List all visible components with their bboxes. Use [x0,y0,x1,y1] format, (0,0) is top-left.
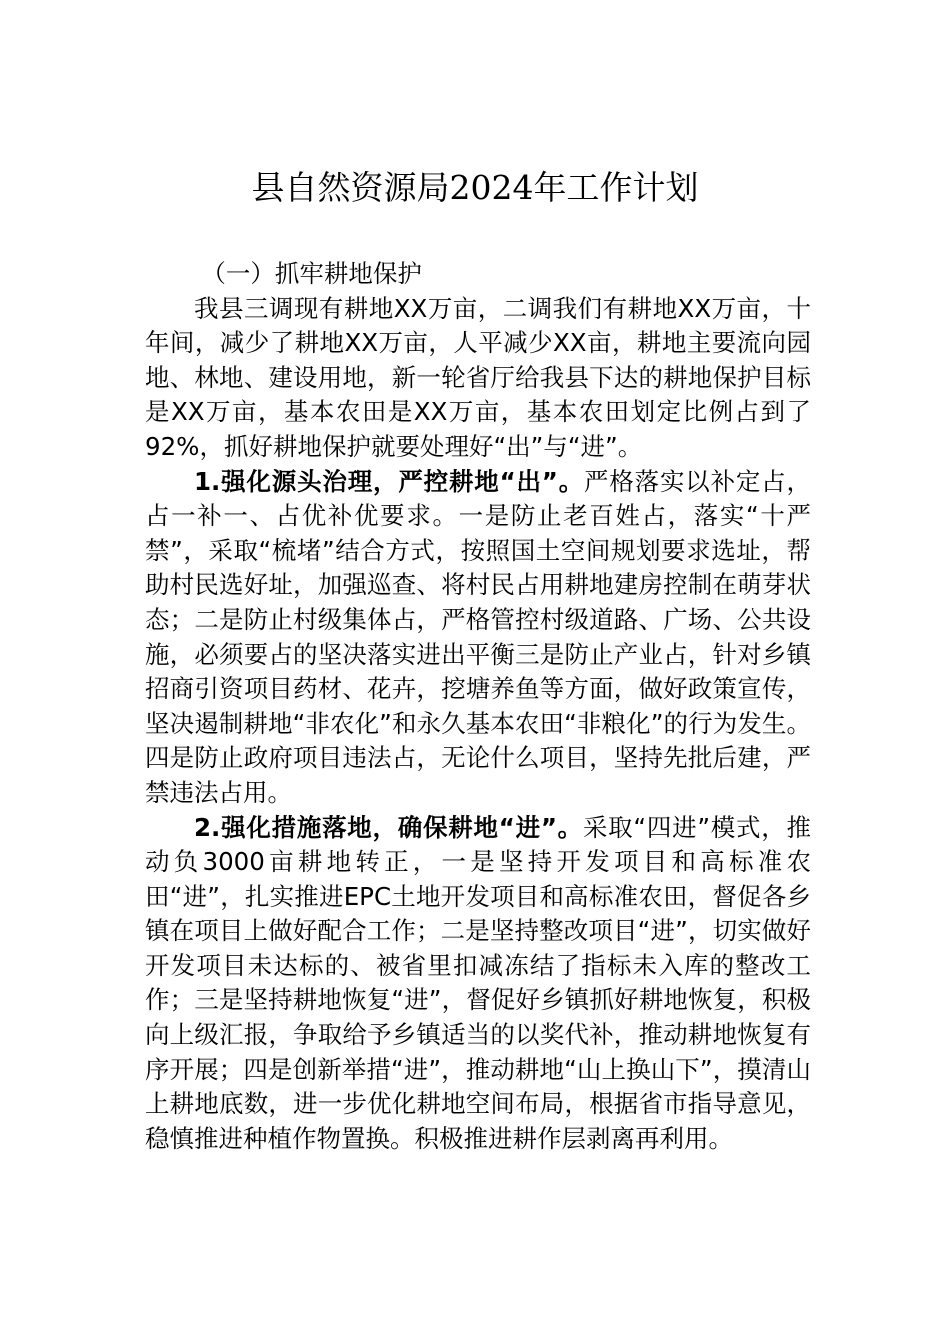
document-body [145,257,811,1156]
section-heading: （一）抓牢耕地保护 [201,259,422,288]
intro-paragraph: 我县三调现有耕地XX万亩，二调我们有耕地XX万亩，十年间，减少了耕地XX万亩，人平减少XX亩，耕地主要流向园地、林地、建设用地，新一轮省厅给我县下达的耕地保护目标是XX万亩，基本农田是XX万亩，基本农田划定比例占到了92%，抓好耕地保护就要处理好“出”与“进”。 [145,293,811,461]
item-paragraph-1 [145,465,811,811]
item-2-lead: 2.强化措施落地，确保耕地“进”。 [194,812,583,842]
document-title: 县自然资源局2024年工作计划 [251,168,699,207]
item-paragraph-2 [145,811,811,1157]
item-1-text: 严格落实以补定占，占一补一、占优补优要求。一是防止老百姓占，落实“十严禁”，采取“梳堵”结合方式，按照国土空间规划要求选址，帮助村民选好址，加强巡查、将村民占用耕地建房控制在萌芽状态；二是防止村级集体占，严格管控村级道路、广场、公共设施，必须要占的坚决落实进出平衡三是防止产业占，针对乡镇招商引资项目药材、花卉，挖塘养鱼等方面，做好政策宣传，坚决遏制耕地“非农化”和永久基本农田“非粮化”的行为发生。四是防止政府项目违法占，无论什么项目，坚持先批后建，严禁违法占用。 [145,466,811,807]
item-2-text: 采取“四进”模式，推动负3000亩耕地转正，一是坚持开发项目和高标准农田“进”，扎实推进EPC土地开发项目和高标准农田，督促各乡镇在项目上做好配合工作；二是坚持整改项目“进”，切实做好开发项目未达标的、被省里扣减冻结了指标未入库的整改工作；三是坚持耕地恢复“进”，督促好乡镇抓好耕地恢复，积极向上级汇报，争取给予乡镇适当的以奖代补，推动耕地恢复有序开展；四是创新举措“进”，推动耕地“山上换山下”，摸清山上耕地底数，进一步优化耕地空间布局，根据省市指导意见，稳慎推进种植作物置换。积极推进耕作层剥离再利用。 [145,812,811,1153]
item-1-lead: 1.强化源头治理，严控耕地“出”。 [194,466,585,496]
